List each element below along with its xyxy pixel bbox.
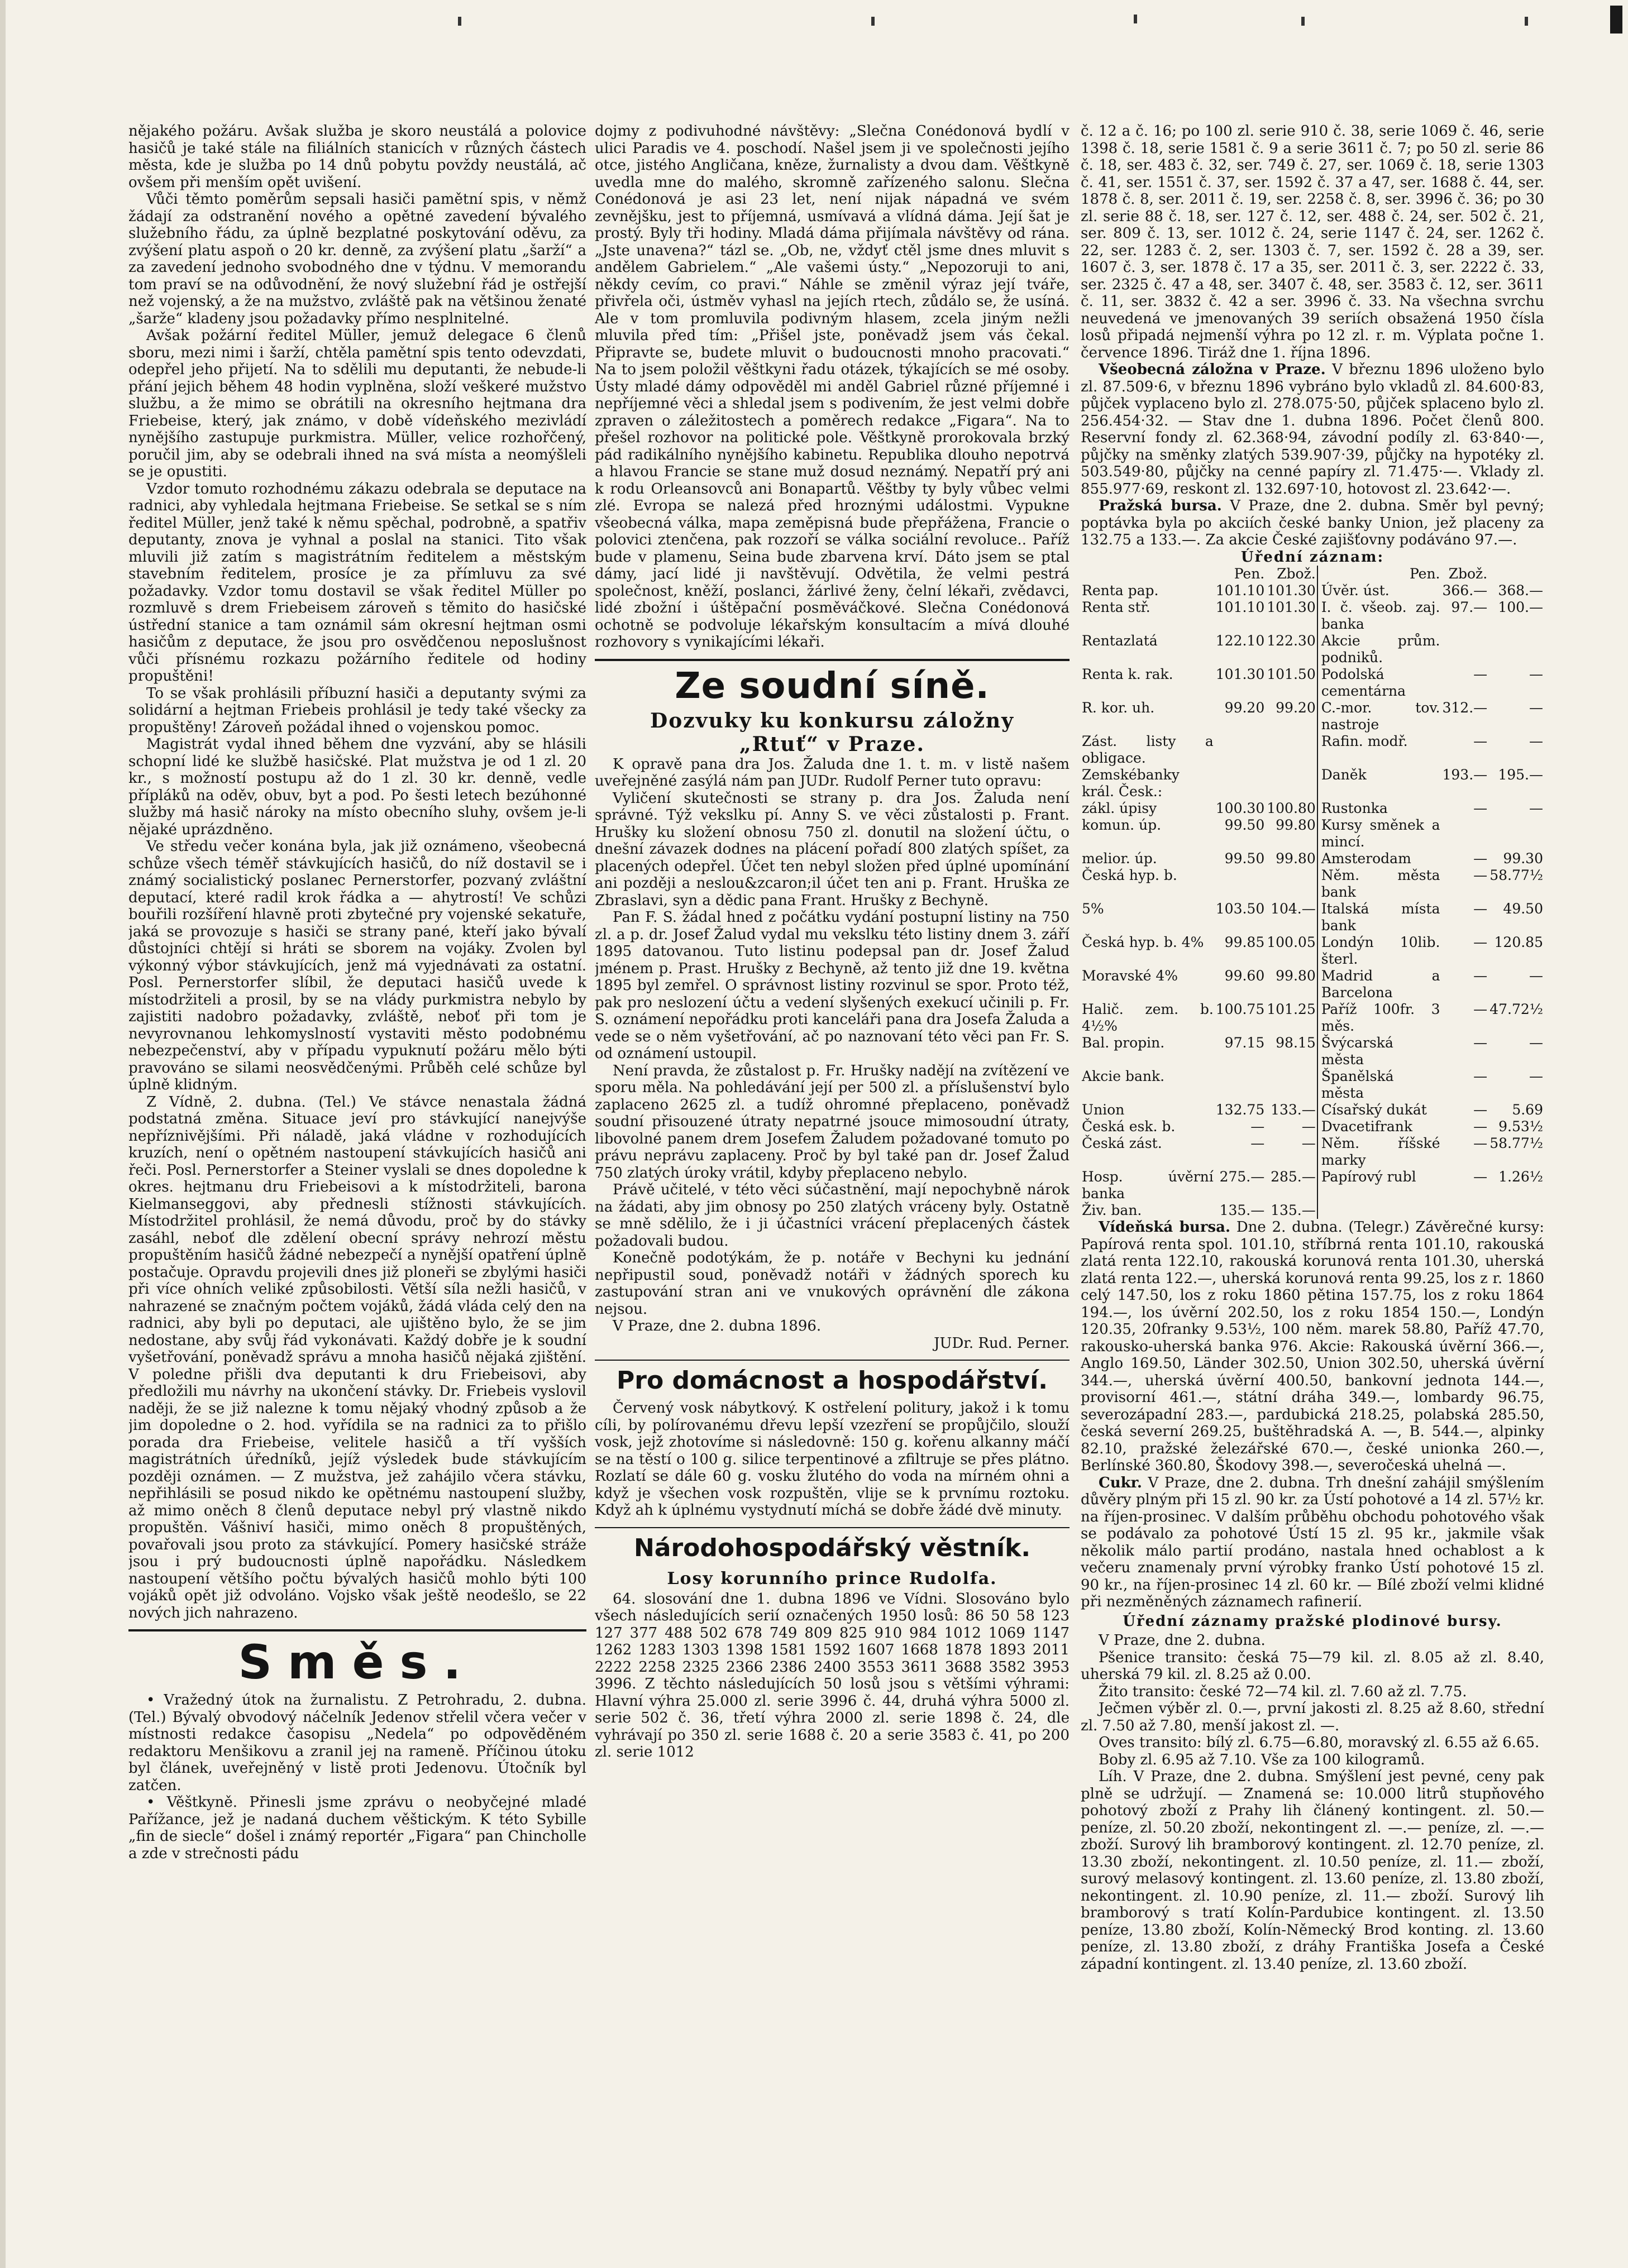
news-item: • Vražedný útok na žurnalistu. Z Petrohradu, 2. dubna. (Tel.) Bývalý obvodový náčelník Jedenov střelil včera večer v místnosti redakce časopisu „Nedela“ po odpověděném redaktoru Menšikovu a zranil jej na rameně. Příčinou útoku byl článek, uveřejněný v listě proti Jedenovu. Útočník byl zatčen. (128, 1692, 586, 1794)
burse-title: Pražská bursa. (1099, 497, 1222, 514)
kurs-cell: Madrid a Barcelona (1321, 968, 1440, 1001)
article-paragraph: K opravě pana dra Jos. Žaluda dne 1. t. m. v listě našem uveřejněné zasýlá nám pan JUDr. Rudolf Perner tuto opravu: (595, 755, 1070, 790)
kurs-row (1081, 934, 1544, 968)
kurs-row (1081, 1202, 1544, 1219)
kurs-row (1081, 1169, 1544, 1202)
sugar-text: V Praze, dne 2. dubna. Trh dnešní zahájil smýšlením důvěry plným při 15 zl. 90 kr. za Ústí pohotové a 14 zl. 57½ kr. na říjen-prosinec. V dalším průběhu obchodu pohotového však se podávalo za pohotové Ústí 15 zl. 95 kr., jakmile však několik málo partií prodáno, nastala hned ochablost a k večeru znamenaly první výrobky franko Ústí pohotové 15 zl. 90 kr., na říjen-prosinec 14 zl. 60 kr. — Bílé zboží velmi klidné při nezměněných záznamech rafinerií. (1081, 1474, 1544, 1610)
kurs-cell: 366.— (1442, 582, 1488, 599)
kurs-row (1081, 700, 1544, 733)
kurs-row (1081, 633, 1544, 666)
grain-line: Ječmen výběr zl. 0.—, první jakosti zl. 8.25 až 8.60, střední zl. 7.50 až 7.80, menší jakost zl. —. (1081, 1700, 1544, 1734)
kurs-cell: R. kor. uh. (1082, 700, 1155, 716)
column-2 (595, 123, 1070, 2218)
kurs-cell: — (1473, 800, 1488, 816)
kurs-cell: 97.— (1451, 599, 1488, 615)
kurs-cell: Španělská města (1321, 1068, 1394, 1101)
kurs-cell: Renta k. rak. (1082, 666, 1173, 682)
kurs-row (1081, 1035, 1544, 1068)
section-rule (595, 1360, 1070, 1361)
kurs-cell: Rentazlatá (1082, 633, 1158, 649)
news-item: • Věštkyně. Přinesli jsme zprávu o neobyčejné mladé Pařížance, jež je nadaná duchem věštickým. K této Sybille „fin de siecle“ došel i známý reportér „Figara“ pan Chincholle a zde v strečnosti pádu (128, 1794, 586, 1862)
kurs-cell: 99.50 (1224, 817, 1265, 833)
kurs-cell: 135.— (1219, 1202, 1265, 1218)
kurs-cell: 100.75 (1215, 1001, 1265, 1017)
kurs-row (1081, 666, 1544, 700)
kurs-cell: — (1250, 1118, 1265, 1135)
kurs-cell: 58.77½ (1489, 867, 1543, 883)
article-paragraph: Avšak požární ředitel Müller, jemuž delegace 6 členů sboru, mezi nimi i šarží, chtěla pamětní spis tento odevzdati, odepřel jeho přijetí. Na to sdělili mu deputanti, že nebude-li přání jejich během 48 hodin vyplněna, složí veškeré mužstvo službu, a že mimo se obrátili na okresního hejtmana dra Friebeise, který, jak známo, v době vídeňského mezivládí nynějšího zastupuje purkmistra. Müller, velice rozhořčený, poručil jim, aby se odebrali ihned na svá místa a neomýšleli se je opustiti. (128, 327, 586, 480)
scan-dot (458, 17, 461, 26)
scan-dot (1525, 17, 1528, 26)
bank-text: V březnu 1896 uloženo bylo zl. 87.509·6, v březnu 1896 vybráno bylo vkladů zl. 84.600·83, půjček vyplaceno bylo zl. 278.075·50, půjček splaceno bylo zl. 256.454·32. — Stav dne 1. dubna 1896. Počet členů 800. Reservní fondy zl. 62.368·94, závodní podíly zl. 63·840·—, půjčky na směnky zlatých 539.907·39, půjčky na hypotéky zl. 503.549·80, půjčky na cenné papíry zl. 71.475·—. Vklady zl. 855.977·69, reskont zl. 132.697·10, hotovost zl. 23.642·—. (1081, 361, 1544, 497)
kurs-cell: 122.30 (1267, 633, 1316, 649)
kurs-cell: Zemskébanky král. Česk.: (1082, 767, 1180, 800)
kurs-cell: 133.— (1271, 1102, 1316, 1118)
kurs-cell (1266, 767, 1317, 800)
grain-title: Úřední záznamy pražské plodinové bursy. (1123, 1613, 1502, 1630)
kurs-row (1081, 599, 1544, 633)
kurs-cell (1488, 633, 1544, 666)
kurs-cell: — (1529, 666, 1543, 682)
kurs-cell: 100.80 (1267, 800, 1316, 816)
kurs-cell: 285.— (1271, 1169, 1316, 1185)
kurs-cell: Akcie bank. (1082, 1068, 1165, 1084)
kurs-cell: 5% (1082, 901, 1104, 917)
kurs-cell: Česká zást. (1082, 1135, 1162, 1151)
signature-date: V Praze, dne 2. dubna 1896. (613, 1318, 822, 1334)
kurs-cell: 5.69 (1512, 1102, 1543, 1118)
kurs-cell: Bal. propin. (1082, 1035, 1165, 1051)
kurs-cell: C.-mor. tov. nastroje (1321, 700, 1440, 733)
kurs-cell: Zást. listy a obligace. (1082, 733, 1214, 766)
kurs-cell: Renta stř. (1082, 599, 1150, 615)
kurs-row (1081, 901, 1544, 934)
kurs-cell: Moravské 4% (1082, 968, 1178, 984)
bank-title: Všeobecná záložna v Praze. (1099, 361, 1326, 378)
kurs-cell: 99.80 (1276, 850, 1316, 867)
kurs-cell: Paříž 100fr. 3 měs. (1321, 1001, 1440, 1034)
kurs-row (1081, 1068, 1544, 1102)
kurs-cell (1215, 867, 1266, 901)
kurs-cell: 101.30 (1267, 599, 1316, 615)
kurs-cell (1266, 867, 1317, 901)
kurs-cell (1266, 733, 1317, 767)
kurs-cell: Něm. říšské marky (1321, 1135, 1440, 1168)
article-paragraph: Vzdor tomuto rozhodnému zákazu odebrala se deputace na radnici, aby vyhledala hejtmana Friebeise. Se setkal se s ním ředitel Müller, jenž také k němu spěchal, podrobně, a spatřiv deputanty, znova je vyhnal a poslal na stanici. Tito však mluvili již zatím s magistrátním ředitelem a městským stavebním ředitelem, prosíce je za přímluvu za své požadavky. Vzdor tomu dostavil se však ředitel Müller po rozmluvě s drem Friebeisem zároveň s těmito do hasičské ústřední stanice a tam oznámil sám okresní hejtman osmi hasičům z deputace, že jsou pro osvědčenou neposlušnost vůči přísnému rozkazu požárního ředitele od hodiny propuštěni! (128, 480, 586, 685)
article-paragraph: 64. slosování dne 1. dubna 1896 ve Vídni. Slosováno bylo všech následujících serií označených 1950 losů: 86 50 58 123 127 377 488 502 678 749 809 825 910 984 1012 1069 1147 1262 1283 1303 1398 1581 1592 1607 1668 1878 1893 2011 2222 2258 2325 2366 2386 2400 3553 3611 3688 3582 3953 3996. Z těchto následujících 50 losů jsou s většími výhrami: Hlavní výhra 25.000 zl. serie 3996 č. 44, druhá výhra 5000 zl. serie 502 č. 36, třetí výhra 2000 zl. serie 1898 č. 24, dle vyhrávají po 350 zl. serie 1688 č. 20 a serie 3583 č. 41, po 200 zl. serie 1012 (595, 1590, 1070, 1760)
section-title-court: Ze soudní síně. (675, 665, 990, 707)
article-paragraph: Ve středu večer konána byla, jak již oznámeno, všeobecná schůze všech téměř stávkujících hasičů, do níž dostavil se i známý socialistický poslanec Pernerstorfer, pozvaný zvláštní deputací, které radil krok řádka a — ahytrostí! Ve schůzi bouřili rozšíření hlavně proti zbytečné pry vojenské sekatuře, jaká se provozuje s hasiči se strany pané, kteří jako bývalí důstojníci chtějí si hráti se sborem na vojáky. Zvolen byl výkonný výbor stávkujících, jenž má vyjednávati za ostatní. Posl. Pernerstorfer slíbil, že deputaci hasičů uvede k místodržiteli a prosil, by se na vlády purkmistra nebylo by zajistiti nadobro požadavky, zvláště, neboť při tom je nevyrovnanou lehkomyslností vystaviti město podobnému nebezpečenství, aby v případu vypuknutí požáru mělo býti pravováno se silami neosvědčenými. Průběh celé schůze byl úplně klidným. (128, 838, 586, 1093)
article-paragraph: Vyličení skutečnosti se strany p. dra Jos. Žaluda není správné. Týž vekslku pí. Anny S. ve věci zůstalosti p. Frant. Hrušky ku složení obnosu 750 zl. donutil na složení účtu, o dnešní závazek dodnes na plácení pořadí 800 zlatých spíšet, za placených odepřel. Účet ten nebyl složen před úplné upomínání ani později a neslou&zcaron;il účet ten ani p. Frant. Hruška ze Zbraslavi, syn a dědic pana Frant. Hrušky z Bechyně. (595, 790, 1070, 909)
vienna-text: Dne 2. dubna. (Telegr.) Závěrečné kursy: Papírová renta spol. 101.10, stříbrná renta 101.10, rakouská zlatá renta 122.10, rakouská korunová renta 101.30, uherská zlatá renta 122.—, uherská korunová renta 99.25, los z r. 1860 celý 147.50, los z roku 1860 pětina 157.75, los z roku 1864 194.—, los úvěrní 202.50, los z roku 1854 150.—, Londýn 120.35, 20franky 9.53½, 100 něm. marek 58.80, Paříž 47.70, rakousko-uherská banka 976. Akcie: Rakouská úvěrní 366.—, Anglo 169.50, Länder 302.50, Union 302.50, uherská úvěrní 344.—, uherská úvěrní 400.50, bankovní jednota 144.—, provisorní 461.—, státní dráha 349.—, lombardy 96.75, severozápadní 283.—, pardubická 218.25, polabská 285.50, česká severní 269.25, buštěhradská A. —, B. 544.—, alpinky 82.10, pražské železářské 670.—, české unionka 260.—, Berlínské 360.80, Škodovy 398.—, severočeská uhelná —. (1081, 1219, 1544, 1474)
kurs-cell: Renta pap. (1082, 582, 1159, 599)
grain-line: Líh. V Praze, dne 2. dubna. Smýšlení jest pevné, ceny pak plně se udržují. — Znamená se: 10.000 litrů stupňového pohotový zboží z Prahy lih článený kontingent. zl. 50.— peníze, zl. 50.20 zboží, nekontingent zl. —.— peníze, zl. —.— zboží. Surový lih bramborový kontingent. zl. 12.70 peníze, zl. 13.30 zboží, nekontingent. zl. 10.50 peníze, zl. 11.— zboží, surový melasový kontingent. zl. 13.60 peníze, zl. 13.80 zboží, nekontingent. zl. 10.90 peníze, zl. 11.— zboží. Surový lih bramborový s tratí Kolín-Pardubice kontingent. zl. 13.50 peníze, 13.80 zboží, Kolín-Německý Brod konting. zl. 13.60 peníze, zl. 13.80 zboží, z dráhy Františka Josefa a České západní kontingent. zl. 13.40 peníze, zl. 13.60 zboží. (1081, 1768, 1544, 1973)
scan-corner-mark (1610, 6, 1622, 34)
kurs-table (1081, 566, 1544, 1219)
kurs-cell: melior. úp. (1082, 850, 1157, 867)
kurs-cell: — (1473, 666, 1488, 682)
kurs-cell: — (1301, 1135, 1316, 1151)
kurs-cell: — (1473, 1001, 1488, 1017)
kurs-cell (1266, 1068, 1317, 1102)
kurs-cell: 99.30 (1503, 850, 1543, 867)
kurs-cell: 99.50 (1224, 850, 1265, 867)
kurs-head: Zbož. (1448, 566, 1488, 582)
kurs-row (1081, 1118, 1544, 1135)
kurs-cell: — (1529, 733, 1543, 749)
grain-line: Žito transito: české 72—74 kil. zl. 7.60 až zl. 7.75. (1099, 1683, 1467, 1700)
kurs-cell: 100.05 (1267, 934, 1316, 950)
court-subtitle: „Rtuť“ v Praze. (739, 732, 925, 756)
kurs-cell: 97.15 (1224, 1035, 1265, 1051)
vienna-title: Vídeňská bursa. (1099, 1219, 1231, 1236)
kurs-cell: — (1473, 968, 1488, 984)
kurs-row (1081, 850, 1544, 867)
kurs-cell: 100.— (1498, 599, 1543, 615)
kurs-cell: I. č. všeob. zaj. banka (1321, 599, 1440, 632)
kurs-cell: — (1529, 1068, 1543, 1084)
kurs-cell: Kursy směnek a mincí. (1321, 817, 1440, 850)
kurs-cell: 132.75 (1215, 1102, 1265, 1118)
kurs-cell: Česká hyp. b. (1082, 867, 1177, 883)
burse-text: V Praze, dne 2. dubna. Směr byl pevný; poptávka byla po akciích české banky Union, jež placeny za 132.75 a 133.—. Za akcie České zajišťovny podáváno 97.—. (1081, 497, 1544, 548)
article-paragraph: Není pravda, že zůstalost p. Fr. Hrušky nadějí na zvítězení ve sporu měla. Na pohledávání její per 500 zl. a příslušenství bylo zaplaceno 2625 zl. a tudíž ohromné přeplaceno, poněvadž soudní přisouzené útraty nepatrné jsouce mimosoudní útraty, libovolné panem drem Josefem Žaludem požadované tomuto po právu neprávu zaplaceny. Proč by byl také pan dr. Josef Žalud 750 zlatých úroky vrátil, kdyby přeplaceno nebylo. (595, 1062, 1070, 1181)
kurs-cell: Česká hyp. b. 4% (1082, 934, 1204, 950)
kurs-cell: — (1473, 733, 1488, 749)
kurs-cell: Londýn 10lib. šterl. (1321, 934, 1440, 967)
kurs-cell: 368.— (1498, 582, 1543, 599)
article-paragraph: Magistrát vydal ihned během dne vyzvání, aby se hlásili schopní lidé ke službě hasičské. Plat mužstva je od 1 zl. 20 kr., s možností postupu až do 1 zl. 30 kr. denně, vedle přípláků na oděv, obuv, byt a pod. Po šesti letech bezúhonné služby má hasič nároky na místo obecního sluhy, ovšem je-li nějaké uprázdněno. (128, 736, 586, 838)
kurs-cell: — (1301, 1118, 1316, 1135)
kurs-cell: 101.25 (1267, 1001, 1316, 1017)
kurs-cell: Úvěr. úst. (1321, 582, 1390, 599)
kurs-cell: 9.53½ (1498, 1118, 1543, 1135)
kurs-cell: Podolská cementárna (1321, 666, 1406, 699)
section-rule (128, 1629, 586, 1631)
grain-line: V Praze, dne 2. dubna. (1099, 1632, 1266, 1649)
kurs-cell: 98.15 (1276, 1035, 1316, 1051)
kurs-row (1081, 1001, 1544, 1035)
grain-line: Pšenice transito: česká 75—79 kil. zl. 8.05 až zl. 8.40, uherská 79 kil. zl. 8.25 až 0.00. (1081, 1649, 1544, 1683)
kurs-head: Zbož. (1277, 566, 1316, 582)
kurs-cell: 275.— (1219, 1169, 1265, 1185)
kurs-cell: 122.10 (1215, 633, 1265, 649)
kurs-cell: Švýcarská města (1321, 1035, 1393, 1068)
column-3 (1081, 123, 1544, 2218)
kurs-row (1081, 800, 1544, 817)
kurs-cell: Rafin. modř. (1321, 733, 1408, 749)
kurs-row (1081, 1102, 1544, 1118)
kurs-cell: 99.20 (1276, 700, 1316, 716)
article-paragraph: Konečně podotýkám, že p. notáře v Bechyni ku jednání nepřipustil soud, poněvadž notáři v žádných sporech ku zastupování stran ani ve vnukových oprávnění dle zákona nejsou. (595, 1250, 1070, 1318)
kurs-cell: Daněk (1321, 767, 1367, 783)
kurs-cell (1488, 817, 1544, 850)
kurs-cell: 195.— (1498, 767, 1543, 783)
kurs-cell: 49.50 (1503, 901, 1543, 917)
kurs-cell (1441, 817, 1489, 850)
kurs-row (1081, 582, 1544, 599)
kurs-cell: Hosp. úvěrní banka (1082, 1169, 1214, 1202)
kurs-cell: — (1473, 934, 1488, 950)
kurs-cell: 101.50 (1267, 666, 1316, 682)
kurs-caption: Úřední záznam: (1240, 548, 1384, 566)
kurs-cell: komun. úp. (1082, 817, 1162, 833)
scan-dot (1134, 15, 1137, 23)
kurs-row (1081, 1135, 1544, 1169)
kurs-cell: Union (1082, 1102, 1125, 1118)
kurs-cell (1441, 633, 1489, 666)
kurs-cell: 120.85 (1494, 934, 1543, 950)
kurs-cell: Amsterodam (1321, 850, 1411, 867)
section-rule (595, 1527, 1070, 1528)
article-paragraph: č. 12 a č. 16; po 100 zl. serie 910 č. 38, serie 1069 č. 46, serie 1398 č. 18, serie 1581 č. 9 a serie 3611 č. 7; po 50 zl. serie 86 č. 18, ser. 483 č. 32, ser. 749 č. 27, ser. 1069 č. 18, serie 1303 č. 41, ser. 1551 č. 37, ser. 1592 č. 37 a 47, ser. 1688 č. 44, ser. 1878 č. 8, ser. 2011 č. 19, ser. 2258 č. 8, ser. 3996 č. 36; po 30 zl. serie 88 č. 18, ser. 127 č. 12, ser. 488 č. 24, ser. 502 č. 21, ser. 809 č. 13, ser. 1012 č. 24, serie 1147 č. 24, ser. 1262 č. 22, ser. 1283 č. 2, ser. 1303 č. 7, ser. 1592 č. 28 a 39, ser. 1607 č. 3, ser. 1878 č. 17 a 35, ser. 2011 č. 3, ser. 2222 č. 33, ser. 2325 č. 47 a 48, ser. 3407 č. 48, ser. 3583 č. 12, ser. 3611 č. 11, ser. 3832 č. 42 a ser. 3996 č. 33. Na všechna svrchu neuvedená ve jmenovaných 39 seriích obsažená 1950 čísla losů připadá nejmenší výhra po 12 zl. r. m. Výplata počne 1. července 1896. Tiráž dne 1. října 1896. (1081, 123, 1544, 361)
kurs-row (1081, 767, 1544, 800)
kurs-cell: 99.80 (1276, 817, 1316, 833)
kurs-row (1081, 867, 1544, 901)
article-paragraph: Pan F. S. žádal hned z počátku vydání postupní listiny na 750 zl. a p. dr. Josef Žalud vydal mu vekslku této listiny dnem 3. září 1895 datovanou. Tuto listinu podepsal pan dr. Josef Žalud jménem p. Prast. Hrušky z Bechyně, až tento již dne 19. května 1895 byl zemřel. O správnost listiny rozvinul se spor. Proto též, pak pro neslození účtu a vedení slyšených exekucí učinili p. Fr. S. oznámení nepořádku proti kanceláři pana dra Josefa Žaluda a vede se o něm vyšetřování, ač po naznovaní této věci pan Fr. S. od oznámení ustoupil. (595, 909, 1070, 1062)
section-title-smes: Směs. (238, 1635, 477, 1690)
kurs-cell: 99.80 (1276, 968, 1316, 984)
article-paragraph: To se však prohlásili příbuzní hasiči a deputanty svými za solidární a hejtman Friebeis prohlásil je tedy také všecky za propuštěny! Zároveň požádal ihned o vojenskou pomoc. (128, 685, 586, 736)
kurs-row (1081, 817, 1544, 850)
article-paragraph: nějakého požáru. Avšak služba je skoro neustálá a polovice hasičů je také stále na filiálních stanicích v různých částech města, kde je služba po 14 dnů pobytu povždy neustálá, ač ovšem při menším opět uvišení. (128, 123, 586, 191)
kurs-cell: 101.30 (1215, 666, 1265, 682)
kurs-cell: 99.20 (1224, 700, 1265, 716)
kurs-cell: 312.— (1442, 700, 1488, 716)
kurs-cell: zákl. úpisy (1082, 800, 1157, 816)
kurs-row (1081, 733, 1544, 767)
kurs-head: Pen. (1409, 566, 1440, 582)
kurs-cell: 100.30 (1215, 800, 1265, 816)
kurs-cell (1215, 767, 1266, 800)
sugar-title: Cukr. (1099, 1474, 1142, 1491)
article-paragraph: Právě učitelé, v této věci súčastnění, mají nepochybně nárok na žádati, aby jim obnosy po 250 zlatých vráceny byly. Ostatně se mně sdělilo, že i ji účastníci vrácení přeplacených částek požadovali budou. (595, 1181, 1070, 1250)
kurs-cell: — (1529, 1035, 1543, 1051)
economy-subtitle: Losy korunního prince Rudolfa. (667, 1568, 997, 1588)
kurs-cell: 104.— (1271, 901, 1316, 917)
article-paragraph: Červený vosk nábytkový. K ostřelení politury, jakož i k tomu cíli, by polírovanému dřevu lepší vzezření se propůjčilo, slouží vosk, jejž zhotovíme si následovně: 150 g. kořenu alkanny máčí se na těstí o 100 g. silice terpentinové a zfiltruje se přes plátno. Rozlatí se dále 60 g. vosku žlutého do voda na mírném ohni a když je všechen vosk rozpuštěn, vlije se k prvnímu roztoku. Když ah k úplnému vystydnutí míchá se dobře žádé dvě minuty. (595, 1400, 1070, 1519)
kurs-cell: 193.— (1442, 767, 1488, 783)
kurs-cell: 99.60 (1224, 968, 1265, 984)
kurs-cell: 47.72½ (1489, 1001, 1543, 1017)
column-1 (128, 123, 586, 2218)
kurs-cell: Rustonka (1321, 800, 1388, 816)
kurs-cell: 101.30 (1267, 582, 1316, 599)
kurs-cell: 99.85 (1224, 934, 1265, 950)
kurs-cell: — (1473, 1135, 1488, 1151)
article-paragraph: Vůči těmto poměrům sepsali hasiči pamětní spis, v němž žádají za odstranění nového a opětné zavedení bývalého služebního řádu, za úplně bezplatné poskytování oděvu, za zvýšení platu aspoň o 20 kr. denně, za zvýšení platu „šarží“ a za zavedení jednoho svobodného dne v týdnu. V memorandu tom praví se na odůvodnění, že nový služební řád je ostřejší než vojenský, a že na mužstvo, zvláště pak na většinou ženaté „šarže“ kladeny jsou požadavky přímo nesplnitelné. (128, 191, 586, 327)
kurs-head: Pen. (1234, 566, 1265, 582)
kurs-cell: 101.10 (1215, 582, 1265, 599)
section-title-economy: Národohospodářský věstník. (633, 1533, 1031, 1562)
kurs-cell: Dvacetifrank (1321, 1118, 1413, 1135)
kurs-cell: — (1473, 867, 1488, 883)
kurs-cell: Něm. města bank (1321, 867, 1440, 900)
kurs-cell: 103.50 (1215, 901, 1265, 917)
kurs-cell (1215, 1068, 1266, 1102)
signature-name: JUDr. Rud. Perner. (934, 1334, 1070, 1352)
kurs-cell: 58.77½ (1489, 1135, 1543, 1151)
kurs-cell: Císařský dukát (1321, 1102, 1427, 1118)
court-subtitle: Dozvuky ku konkursu záložny (650, 709, 1014, 733)
kurs-cell: — (1473, 850, 1488, 867)
grain-line: Oves transito: bílý zl. 6.75—6.80, moravský zl. 6.55 až 6.65. (1099, 1734, 1540, 1751)
section-rule (595, 659, 1070, 661)
kurs-cell: — (1473, 1035, 1488, 1051)
kurs-cell: Papírový rubl (1321, 1169, 1416, 1185)
kurs-row (1081, 968, 1544, 1001)
kurs-cell: — (1529, 968, 1543, 984)
article-paragraph: Z Vídně, 2. dubna. (Tel.) Ve stávce nenastala žádná podstatná změna. Situace jeví pro stávkující nanejvýše nepříznivějšími. Při náladě, jaká vládne v rozhodujících kruzích, není o opětném nastoupení stávkujících hasičů ani řeči. Posl. Pernerstorfer a Steiner vyslali se dnes dopoledne k okres. hejtmanu dru Friebeisovi a k místodržiteli, barona Kielmanseggovi, aby přednesli stížnosti stávkujících. Místodržitel prohlásil, že nemá důvodu, proč by do stávky zasáhl, neboť dle zdělení obecní správy nehrozí městu propuštěním hasičů žádné nebezpečí a nynější opatření úplně postačuje. Opravdu projevili dnes již ploneři se zbylými hasiči při více ohních veliké způsobilosti. Větší síla nežli hasičů, v nahrazené se značným počtem vojáků, žádá vláda celý den na radnici, aby byli po deputaci, ale ujištěno bylo, že se jim nedostane, aby svůj řád vykonávati. Každý dobře je k soudní vyšetřování, poněvadž správu a mnoha hasičů nějaká zjištění. V poledne přišli dva deputanti k dru Friebeisovi, aby předložili mu návrhy na ukončení stávky. Dr. Friebeis vyslovil naději, že se již nalezne k tomu nějaký vhodný způsob a že jim dopoledne o 2. hod. vyřídila se na radnici za to přišlo porada dra Friebeise, velitele hasičů a tří vyšších magistrátních úředníků, jejíž výsledek bude stávkujícím později oznámen. — Z mužstva, jež zahájilo včera stávku, nepřihlásili se posud nikdo ke opětnému nastoupení služby, až mimo oněch 8 členů deputace nebyl prý vlastně nikdo propuštěn. Vášniví hasiči, mimo oněch 8 propuštěných, povařovali jsou proto za stávkující. Pomery hasičské stráže jsou i prý budoucnosti úplně napořádku. Následkem nastoupení většího počtu bývalých hasičů mohlo býti 100 vojáků opět již odvoláno. Vojsko však ještě neodešlo, se 22 nových jich nahrazeno. (128, 1093, 586, 1621)
kurs-cell: 101.10 (1215, 599, 1265, 615)
scan-dot (871, 17, 875, 26)
kurs-cell: — (1529, 800, 1543, 816)
kurs-cell: — (1473, 1169, 1488, 1185)
grain-line: Boby zl. 6.95 až 7.10. Vše za 100 kilogramů. (1099, 1751, 1425, 1768)
article-paragraph: dojmy z podivuhodné návštěvy: „Slečna Conédonová bydlí v ulici Paradis ve 4. poschodí. Našel jsem ji ve společnosti jejího otce, jistého Angličana, kněze, žurnalisty a dvou dam. Věštkyně uvedla mne do malého, skromně zařízeného salonu. Slečna Conédonová je asi 23 let, není nijak nápadná ve svém zevnějšku, jest to příjemná, usmívavá a vlídná dáma. Její šat je prostý. Byly tři hodiny. Mladá dáma přijímala návštěvy od rána. „Jste unavena?“ tázl se. „Ob, ne, vždyť ctěl jsme dnes mluvit s andělem Gabrielem.“ „Ale vašemi ústy.“ „Nepozoruji to ani, někdy cevím, co pravi.“ Náhle se změnil výraz její tváře, přivřela oči, ústměv vyhasl na jejích rtech, zůdálo se, že usíná. Ale v tom promluvila podivným hlasem, zcela jiným nežli mluvila před tím: „Přišel jste, poněvadž jsem vás čekal. Připravte se, budete mluvit o budoucnosti mnoho pracovati.“ Na to jsem položil věštkyni řadu otázek, týkajících se mé osoby. Ústy mladé dámy odpověděl mi anděl Gabriel různé příjemné i nepříjemné věci a shledal jsem s podivením, že jest velmi dobře zpraven o záležitostech a poměrech redakce „Figara“. Na to přešel rozhovor na politické pole. Věštkyně prorokovala brzký pád radikálního nynějšího kabinetu. Republika dlouho nepotrvá a hlavou Francie se stane muž dosud neznámý. Nepatří prý ani k rodu Orleansovců ani Bonapartů. Věštby ty byly vůbec velmi zlé. Evropa se nalezá před hroznými událostmi. Vypukne všeobecná válka, mapa zeměpisná bude přepřážena, Francie o polovici ztenčena, pak rozzoří se válka sociální revoluce.. Paříž bude v plamenu, Seina bude zbarvena krví. Dáto jsem se ptal dámy, jací lidé ji navštěvují. Odvětila, že velmi pestrá společnost, kněží, poslanci, žárlivé ženy, čelní lékaři, zvědavci, lidé zbožní i úštěpační posměváčkové. Slečna Conédonová ochotně se podvoluje lékařským konsultacím a mívá dlouhé rozhovory s vynikajícími lékaři. (595, 123, 1070, 650)
section-title-home: Pro domácnost a hospodářství. (617, 1366, 1048, 1395)
kurs-cell: 135.— (1271, 1202, 1316, 1218)
kurs-cell: — (1473, 1118, 1488, 1135)
kurs-cell: Akcie prům. podniků. (1321, 633, 1440, 666)
kurs-cell: Česká esk. b. (1082, 1118, 1176, 1135)
kurs-cell: Italská místa bank (1321, 901, 1440, 934)
kurs-cell: Halič. zem. b. 4½% (1082, 1001, 1214, 1034)
kurs-cell: — (1529, 700, 1543, 716)
kurs-cell: Živ. ban. (1082, 1202, 1142, 1218)
kurs-cell: — (1250, 1135, 1265, 1151)
kurs-cell: — (1473, 901, 1488, 917)
scan-dot (1301, 17, 1305, 26)
kurs-cell: — (1473, 1102, 1488, 1118)
kurs-cell: 1.26½ (1498, 1169, 1543, 1185)
kurs-cell (1215, 733, 1266, 767)
kurs-cell: — (1473, 1068, 1488, 1084)
scan-left-edge (0, 0, 6, 2268)
